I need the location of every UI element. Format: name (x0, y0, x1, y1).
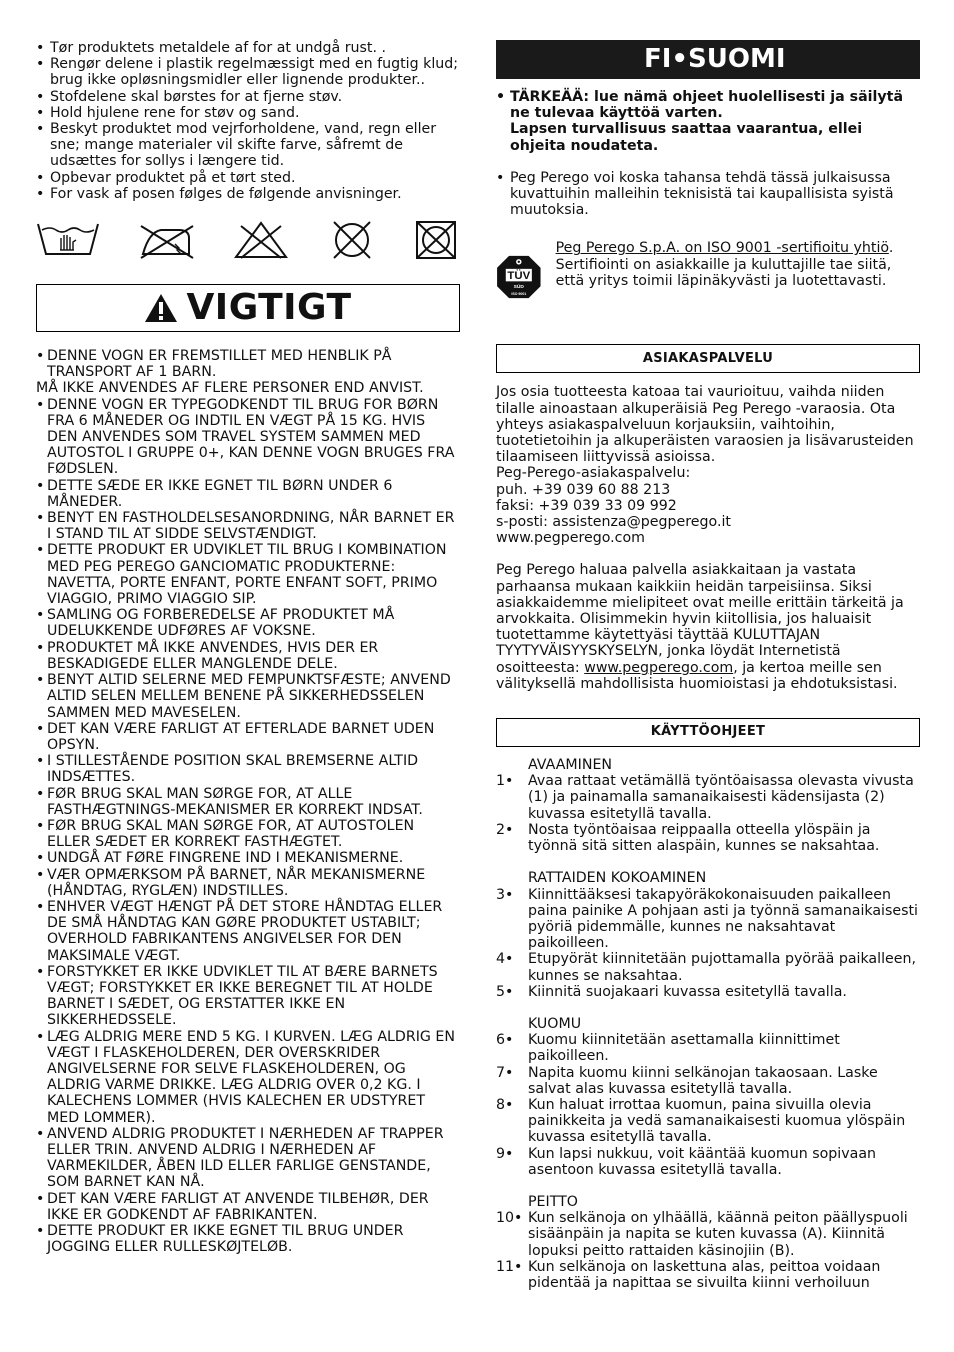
warning-item: • FØR BRUG SKAL MAN SØRGE FOR, AT ALLE FASTHÆGTNINGS-MEKANISMER ER KORREKT INDSAT. (36, 786, 460, 818)
step-text: Avaa rattaat vetämällä työntöaisassa olevasta vivusta (1) ja painamalla samanaikaisesti kädensijasta (2) kuvassa esitetyllä tavalla. (528, 773, 914, 822)
section-title: PEITTO (528, 1193, 578, 1210)
step-number: 6• (496, 1032, 514, 1049)
step-number: 8• (496, 1096, 514, 1113)
warning-item: • I STILLESTÅENDE POSITION SKAL BREMSERNE ALTID INDSÆTTES. (36, 753, 460, 785)
service-paragraph: Jos osia tuotteesta katoaa tai vaurioituu, vaihda niiden tilalle ainoastaan alkuperäisiä Peg Perego -varaosia. Ota yhteys asiakaspalveluun korjauksiin, vaihtoihin, tuotetietoihin ja alkuperäisten varaosien ja lisävarusteiden tilaamiseen liittyvissä asioissa. (496, 384, 914, 466)
service-web: www.pegperego.com (496, 530, 645, 547)
warning-item: • FORSTYKKET ER IKKE UDVIKLET TIL AT BÆRE BARNETS VÆGT; FORSTYKKET ER IKKE BEREGNET TIL AT HOLDE BARNET I SÆDET, OG ERSTATTER IKKE EN SIKKERHEDSSELE. (36, 964, 460, 1029)
section-title: RATTAIDEN KOKOAMINEN (528, 870, 707, 887)
feedback-text: Peg Perego haluaa palvella asiakkaitaan ja vastata parhaansa mukaan kaikkiin heidän tarpeisiinsa. Siksi asiakkaidemme mielipiteet ovat meille erittäin tärkeitä ja arvokkaita. Olisimmekin hyvin kiitollisia, jos haluaisit tuotettamme käytettyäsi täyttää KULUTTAJAN TYYTYVÄISYYSKYSELYN, jonka löydät Internetistä osoitteesta: (496, 562, 904, 676)
warning-icon (144, 293, 178, 323)
customer-service-section (496, 384, 920, 692)
badge-iso: ISO 9001 (511, 292, 527, 297)
list-item: • For vask af posen følges de følgende anvisninger. (36, 186, 460, 202)
step-number: 1• (496, 773, 514, 790)
customer-service-header: ASIAKASPALVELU (496, 344, 920, 373)
warning-item: • LÆG ALDRIG MERE END 5 KG. I KURVEN. LÆG ALDRIG EN VÆGT I FLASKEHOLDEREN, DER OVERSKRIDER ANGIVELSERNE FOR SELVE FLASKEHOLDEREN, OG ALDRIG VARME DRIKKE. LÆG ALDRIG OVER 0,2 KG. I KALECHENS LOMMER (HVIS KALECHEN ER UDSTYRET MED LOMMER). (36, 1029, 460, 1126)
instruction-step (496, 822, 920, 854)
instruction-step (496, 1259, 920, 1291)
warning-item: • ENHVER VÆGT HÆNGT PÅ DET STORE HÅNDTAG ELLER DE SMÅ HÅNDTAG KAN GØRE PRODUKTET USTABILT; OVERHOLD FABRIKANTENS ANGIVELSER FOR DEN MAKSIMALE VÆGT. (36, 899, 460, 964)
step-number: 3• (496, 886, 514, 903)
instruction-step (496, 1032, 920, 1064)
hand-wash-icon (36, 220, 100, 260)
warning-header (36, 284, 460, 332)
warning-item: • DET KAN VÆRE FARLIGT AT EFTERLADE BARNET UDEN OPSYN. (36, 721, 460, 753)
section-title: AVAAMINEN (528, 757, 613, 774)
list-item: • Peg Perego voi koska tahansa tehdä tässä julkaisussa kuvattuihin malleihin teknisistä tai kaupallisista syistä muutoksia. (496, 170, 920, 219)
list-item (496, 89, 920, 154)
service-fax: faksi: +39 039 33 09 992 (496, 497, 677, 514)
iso-certification (496, 236, 920, 318)
step-number: 10• (496, 1210, 523, 1227)
notice-list (496, 170, 920, 219)
instruction-step (496, 887, 920, 952)
list-item: • Hold hjulene rene for støv og sand. (36, 105, 460, 121)
step-text: Napita kuomu kiinni selkänojan takaosaan. Laske salvat alas kuvassa esitetyllä tavalla. (528, 1064, 878, 1097)
badge-sub: SÜD (513, 285, 524, 291)
service-email: s-posti: assistenza@pegperego.it (496, 514, 731, 531)
care-symbols-row (36, 218, 458, 262)
list-item: • Beskyt produktet mod vejrforholdene, vand, regn eller sne; mange materialer vil skifte farve, såfremt de udsættes for sollys i længere tid. (36, 121, 460, 170)
instruction-step (496, 773, 920, 822)
instruction-step (496, 1146, 920, 1178)
badge-brand: TÜV (507, 270, 531, 283)
warning-item: • DET KAN VÆRE FARLIGT AT ANVENDE TILBEHØR, DER IKKE ER GODKENDT AF FABRIKANTEN. (36, 1191, 460, 1223)
warning-item: • BENYT ALTID SELERNE MED FEMPUNKTSFÆSTE; ANVEND ALTID SELEN MELLEM BENENE PÅ SIKKERHEDSSELEN SAMMEN MED MAVESELEN. (36, 672, 460, 721)
warning-item: • DETTE SÆDE ER IKKE EGNET TIL BØRN UNDER 6 MÅNEDER. (36, 478, 460, 510)
instruction-step (496, 984, 920, 1000)
no-dry-clean-icon (328, 220, 376, 260)
step-text: Kiinnittääksesi takapyöräkokonaisuuden paikalleen paina painike A pohjaan asti ja työnnä samanaikaisesti pyöriä pidemmälle, kunnes ne naksahtavat paikoilleen. (528, 886, 919, 952)
feedback-link[interactable]: www.pegperego.com (584, 659, 734, 676)
important-notice (496, 89, 920, 154)
list-item: • Stofdelene skal børstes for at fjerne støv. (36, 89, 460, 105)
iso-dot: . (888, 240, 894, 257)
step-text: Etupyörät kiinnitetään pujottamalla pyörää paikalleen, kunnes se naksahtaa. (528, 951, 916, 984)
language-banner: FI•SUOMI (496, 40, 920, 79)
warning-item: • DETTE PRODUKT ER UDVIKLET TIL BRUG I KOMBINATION MED PEG PEREGO GANCIOMATIC PRODUKTERNE: NAVETTA, PORTE ENFANT, PORTE ENFANT SOFT, PRIMO VIAGGIO, PRIMO VIAGGIO SIP. (36, 542, 460, 607)
service-phone: puh. +39 039 60 88 213 (496, 481, 671, 498)
warning-item: • FØR BRUG SKAL MAN SØRGE FOR, AT AUTOSTOLEN ELLER SÆDET ER KORREKT FASTHÆGTET. (36, 818, 460, 850)
warning-item: • DENNE VOGN ER FREMSTILLET MED HENBLIK PÅ TRANSPORT AF 1 BARN. (36, 348, 460, 380)
instruction-step (496, 1210, 920, 1259)
warning-title: VIGTIGT (186, 286, 352, 328)
service-contact: Peg-Perego-asiakaspalvelu: (496, 465, 691, 482)
step-number: 4• (496, 951, 514, 968)
step-number: 2• (496, 821, 514, 838)
usage-instructions (496, 757, 920, 1291)
step-text: Nosta työntöaisaa reippaalla otteella ylöspäin ja työnnä sitä sitten alaspäin, kunnes se naksahtaa. (528, 821, 880, 855)
iso-text: Sertifiointi on asiakkaille ja kuluttajille tae siitä, että yritys toimii läpinäkyvästi ja luotettavasti. (555, 256, 892, 289)
no-bleach-icon (233, 220, 289, 260)
list-item: • Rengør delene i plastik regelmæssigt med en fugtig klud; brug ikke opløsningsmidler eller lignende produkter.. (36, 56, 460, 88)
iso-link[interactable]: Peg Perego S.p.A. on ISO 9001 -sertifioitu yhtiö (555, 240, 889, 257)
no-ironing-icon (139, 220, 195, 260)
warning-item: • VÆR OPMÆRKSOM PÅ BARNET, NÅR MEKANISMERNE (HÅNDTAG, RYGLÆN) INDSTILLES. (36, 867, 460, 899)
step-text: Kun selkänoja on ylhäällä, käännä peiton päällyspuoli sisäänpäin ja napita se kuten kuvassa (A). Kiinnitä lopuksi peitto rattaiden käsinojiin (B). (528, 1210, 908, 1259)
instruction-step (496, 951, 920, 983)
important-line: Lapsen turvallisuus saattaa vaarantua, ellei ohjeita noudateta. (510, 121, 863, 154)
step-text: Kun lapsi nukkuu, voit kääntää kuomun sopivaan asentoon kuvassa esitetyllä tavalla. (528, 1145, 877, 1178)
warning-item: • PRODUKTET MÅ IKKE ANVENDES, HVIS DER ER BESKADIGEDE ELLER MANGLENDE DELE. (36, 640, 460, 672)
warning-item: • UNDGÅ AT FØRE FINGRENE IND I MEKANISMERNE. (36, 850, 460, 866)
feedback-paragraph (496, 562, 920, 692)
step-text: Kun selkänoja on laskettuna alas, peittoa voidaan pidentää ja napittaa se sivuilta kiinni verhoiluun (528, 1258, 881, 1291)
danish-column (36, 40, 460, 1255)
warning-item: • BENYT EN FASTHOLDELSESANORDNING, NÅR BARNET ER I STAND TIL AT SIDDE SELVSTÆNDIGT. (36, 510, 460, 542)
step-number: 11• (496, 1258, 523, 1275)
warnings-list (36, 348, 460, 1255)
list-item: • Opbevar produktet på et tørt sted. (36, 170, 460, 186)
warning-item: MÅ IKKE ANVENDES AF FLERE PERSONER END ANVIST. (36, 380, 424, 397)
no-tumble-dry-icon (414, 220, 458, 260)
warning-item: • DENNE VOGN ER TYPEGODKENDT TIL BRUG FOR BØRN FRA 6 MÅNEDER OG INDTIL EN VÆGT PÅ 15 KG. HVIS DEN ANVENDES SOM TRAVEL SYSTEM SAMMEN MED AUTOSTOL I GRUPPE 0+, KAN DENNE VOGN BRUGES FRA FØDSLEN. (36, 397, 460, 478)
warning-item: • SAMLING OG FORBEREDELSE AF PRODUKTET MÅ UDELUKKENDE UDFØRES AF VOKSNE. (36, 607, 460, 639)
iso-description (556, 236, 920, 318)
feedback-text-end: , ja kertoa meille sen välityksellä mahdollisista huomioistasi ja ehdotuksistasi. (496, 659, 898, 692)
step-number: 7• (496, 1064, 514, 1081)
section-title: KUOMU (528, 1015, 582, 1032)
important-line: TÄRKEÄÄ: lue nämä ohjeet huolellisesti ja säilytä ne tulevaa käyttöä varten. (510, 89, 904, 122)
step-text: Kiinnitä suojakaari kuvassa esitetyllä tavalla. (528, 983, 847, 1000)
finnish-column (496, 40, 920, 1291)
step-text: Kuomu kiinnitetään asettamalla kiinnittimet paikoilleen. (528, 1032, 840, 1065)
care-instructions-list (36, 40, 460, 202)
step-text: Kun haluat irrottaa kuomun, paina sivuilla olevia painikkeita ja vedä samanaikaisesti kuomua ylöspäin kuvassa esitetyllä tavalla. (528, 1096, 906, 1146)
step-number: 5• (496, 983, 514, 1000)
instruction-step (496, 1097, 920, 1146)
tuv-certification-badge (496, 236, 542, 318)
warning-item: • DETTE PRODUKT ER IKKE EGNET TIL BRUG UNDER JOGGING ELLER RULLESKØJTELØB. (36, 1223, 460, 1255)
instruction-step (496, 1065, 920, 1097)
list-item: • Tør produktets metaldele af for at undgå rust. . (36, 40, 460, 56)
usage-header: KÄYTTÖOHJEET (496, 718, 920, 747)
step-number: 9• (496, 1145, 514, 1162)
warning-item: • ANVEND ALDRIG PRODUKTET I NÆRHEDEN AF TRAPPER ELLER TRIN. ANVEND ALDRIG I NÆRHEDEN AF VARMEKILDER, ÅBEN ILD ELLER FARLIGE GENSTANDE, SOM BARNET KAN NÅ. (36, 1126, 460, 1191)
